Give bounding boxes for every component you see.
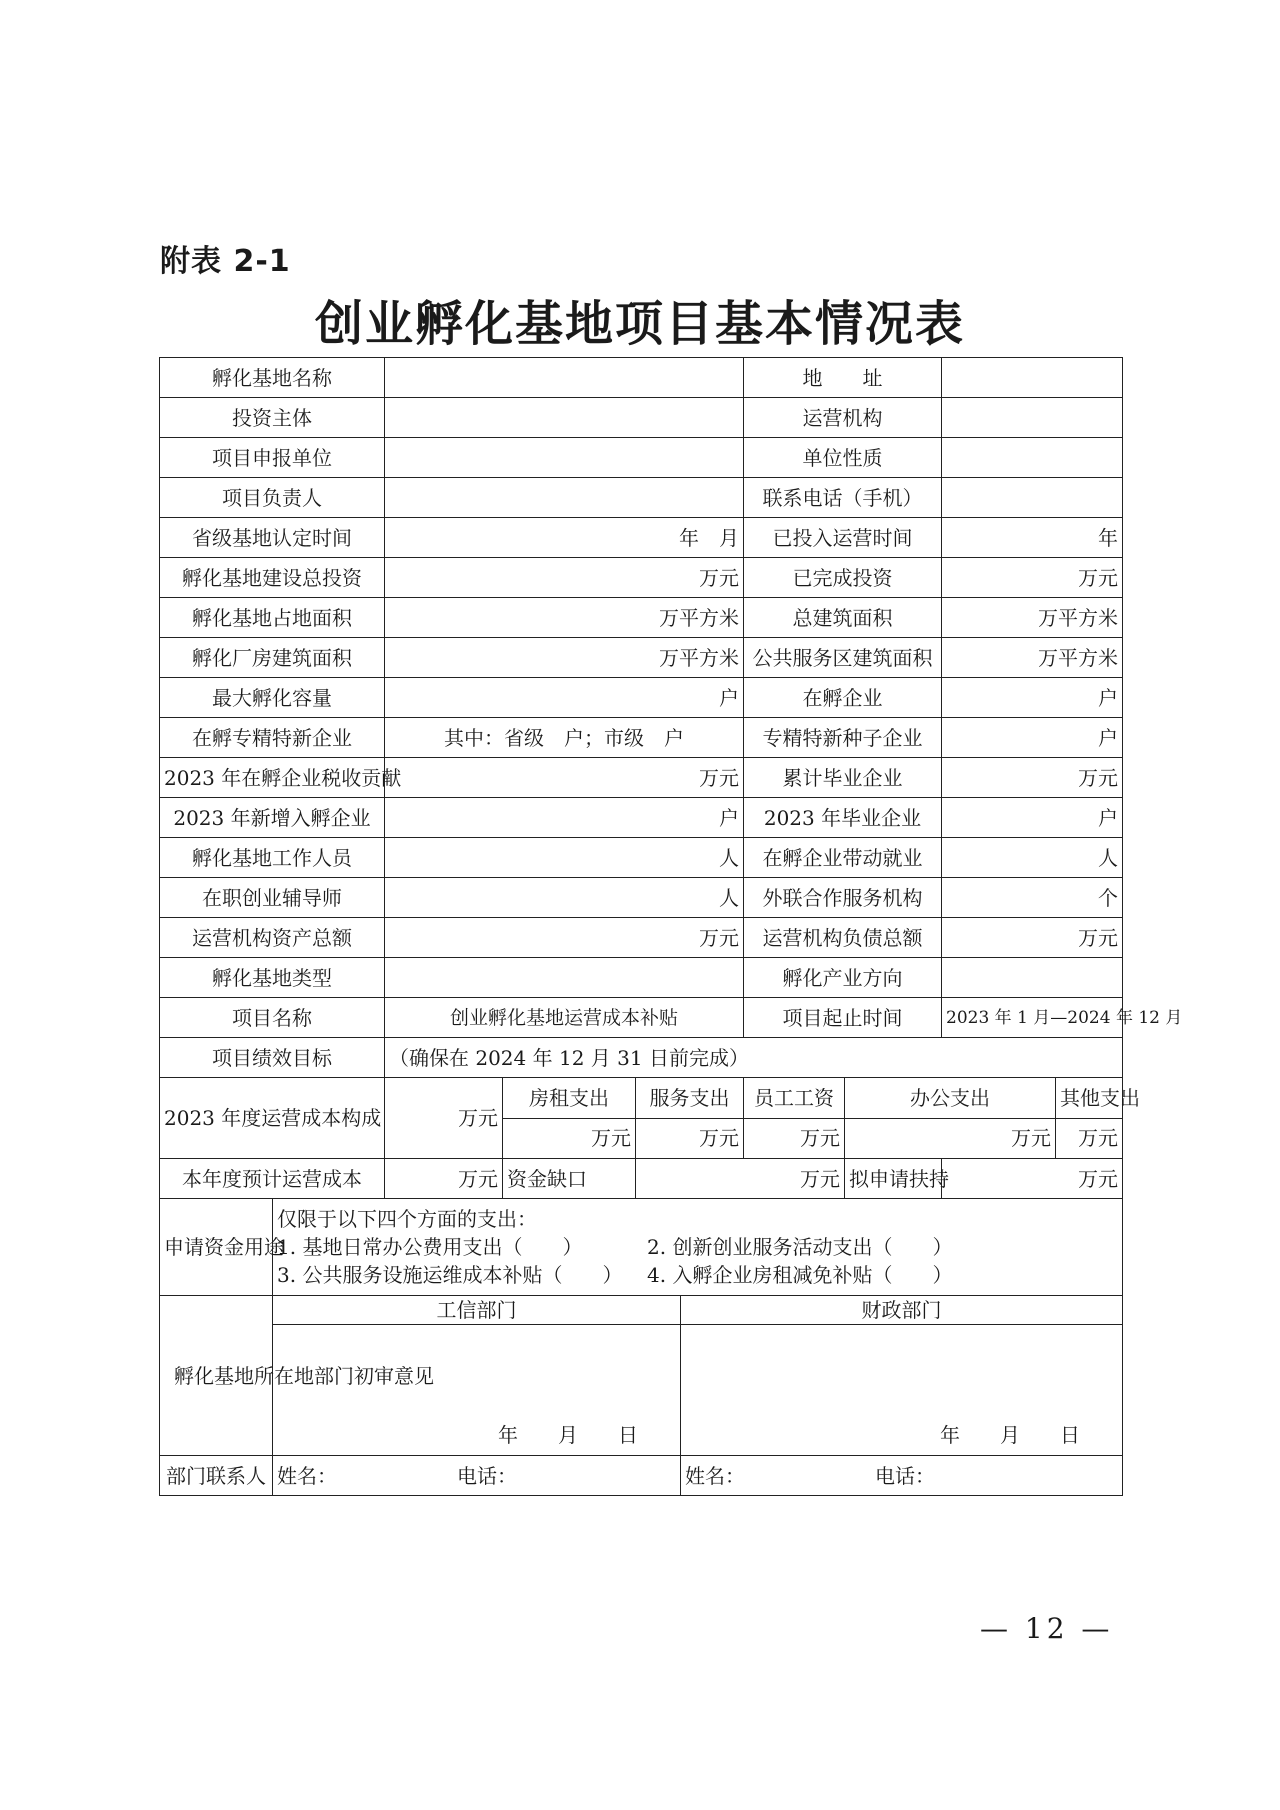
cost-header-service: 服务支出 [636, 1078, 744, 1119]
field-value[interactable]: 万元 [385, 558, 744, 598]
form-row [160, 878, 1123, 918]
review-dept-industry: 工信部门 [273, 1296, 681, 1325]
field-label: 运营机构资产总额 [160, 918, 385, 958]
field-label: 孵化基地工作人员 [160, 838, 385, 878]
field-value[interactable]: 万平方米 [385, 598, 744, 638]
form-row [160, 678, 1123, 718]
field-label: 在孵企业 [744, 678, 942, 718]
cost-label: 2023 年度运营成本构成 [160, 1078, 385, 1159]
review-label: 孵化基地所在地部门初审意见 [160, 1296, 273, 1456]
form-row [160, 398, 1123, 438]
field-value[interactable] [942, 958, 1123, 998]
estimate-label: 本年度预计运营成本 [160, 1159, 385, 1199]
usage-label: 申请资金用途 [160, 1199, 273, 1296]
field-value[interactable]: 其中：省级 户；市级 户 [385, 718, 744, 758]
field-label: 最大孵化容量 [160, 678, 385, 718]
page-number: — 12 — [980, 1612, 1114, 1645]
field-value[interactable] [385, 478, 744, 518]
industry-opinion-box[interactable] [273, 1325, 681, 1456]
field-label: 2023 年毕业企业 [744, 798, 942, 838]
field-value[interactable]: 人 [385, 878, 744, 918]
field-label: 孵化基地名称 [160, 358, 385, 398]
review-header-row [160, 1296, 1123, 1325]
form-row [160, 718, 1123, 758]
field-value[interactable]: 万元 [942, 558, 1123, 598]
cost-header-salary: 员工工资 [744, 1078, 845, 1119]
field-value[interactable] [385, 358, 744, 398]
estimate-row [160, 1159, 1123, 1199]
field-label: 孵化基地占地面积 [160, 598, 385, 638]
form-row [160, 838, 1123, 878]
form-row [160, 478, 1123, 518]
finance-contact-field[interactable]: 姓名： 电话： [681, 1456, 1123, 1496]
field-label: 孵化基地建设总投资 [160, 558, 385, 598]
field-label: 总建筑面积 [744, 598, 942, 638]
field-label: 项目申报单位 [160, 438, 385, 478]
cost-office-field[interactable]: 万元 [845, 1118, 1056, 1159]
field-value[interactable]: 万元 [385, 918, 744, 958]
apply-support-label: 拟申请扶持 [845, 1159, 942, 1199]
form-row [160, 798, 1123, 838]
field-value[interactable]: 万平方米 [942, 598, 1123, 638]
usage-option-4[interactable]: 4. 入孵企业房租减免补贴（ ） [647, 1263, 953, 1287]
field-label: 省级基地认定时间 [160, 518, 385, 558]
field-value[interactable] [942, 478, 1123, 518]
form-row [160, 758, 1123, 798]
field-label: 公共服务区建筑面积 [744, 638, 942, 678]
field-value[interactable]: 万平方米 [385, 638, 744, 678]
field-label: 运营机构 [744, 398, 942, 438]
form-row [160, 638, 1123, 678]
field-value[interactable] [385, 398, 744, 438]
field-label: 地 址 [744, 358, 942, 398]
project-info-form [159, 357, 1183, 1496]
cost-service-field[interactable]: 万元 [636, 1118, 744, 1159]
field-value[interactable]: 2023 年 1 月—2024 年 12 月 [942, 998, 1123, 1038]
contact-label: 部门联系人 [160, 1456, 273, 1496]
form-row [160, 558, 1123, 598]
field-value[interactable] [942, 438, 1123, 478]
field-value[interactable] [942, 358, 1123, 398]
field-label: 累计毕业企业 [744, 758, 942, 798]
field-value[interactable]: 万元 [385, 758, 744, 798]
field-label: 孵化产业方向 [744, 958, 942, 998]
field-value[interactable]: 个 [942, 878, 1123, 918]
field-value[interactable]: 户 [385, 678, 744, 718]
field-label: 2023 年在孵企业税收贡献 [160, 758, 385, 798]
field-value[interactable]: 户 [942, 718, 1123, 758]
usage-option-3[interactable]: 3. 公共服务设施运维成本补贴（ ） [277, 1263, 623, 1287]
cost-header-row [160, 1078, 1123, 1119]
field-value[interactable]: 万元 [942, 918, 1123, 958]
industry-opinion-date: 年 月 日 [498, 1423, 640, 1447]
performance-row [160, 1038, 1123, 1078]
contact-row [160, 1456, 1123, 1496]
field-value[interactable]: 户 [942, 678, 1123, 718]
cost-salary-field[interactable]: 万元 [744, 1118, 845, 1159]
field-value[interactable]: 人 [385, 838, 744, 878]
cost-other-field[interactable]: 万元 [1056, 1118, 1123, 1159]
apply-support-field[interactable]: 万元 [942, 1159, 1123, 1199]
field-label: 联系电话（手机） [744, 478, 942, 518]
field-value[interactable]: 户 [385, 798, 744, 838]
review-dept-finance: 财政部门 [681, 1296, 1123, 1325]
funding-gap-field[interactable]: 万元 [636, 1159, 845, 1199]
form-row [160, 518, 1123, 558]
field-label: 在孵企业带动就业 [744, 838, 942, 878]
field-label: 在孵专精特新企业 [160, 718, 385, 758]
field-label: 已完成投资 [744, 558, 942, 598]
field-label: 项目起止时间 [744, 998, 942, 1038]
field-value[interactable]: 人 [942, 838, 1123, 878]
field-label: 投资主体 [160, 398, 385, 438]
form-row [160, 438, 1123, 478]
field-value[interactable]: 万元 [942, 758, 1123, 798]
field-value[interactable]: 万平方米 [942, 638, 1123, 678]
usage-option-1[interactable]: 1. 基地日常办公费用支出（ ） [277, 1235, 583, 1259]
form-row [160, 598, 1123, 638]
field-label: 2023 年新增入孵企业 [160, 798, 385, 838]
form-row [160, 998, 1123, 1038]
field-label: 运营机构负债总额 [744, 918, 942, 958]
field-value[interactable]: 户 [942, 798, 1123, 838]
form-row [160, 918, 1123, 958]
estimate-cost-field[interactable]: 万元 [385, 1159, 503, 1199]
review-body-row [160, 1325, 1123, 1456]
usage-options [273, 1199, 1123, 1296]
field-label: 在职创业辅导师 [160, 878, 385, 918]
field-label: 项目负责人 [160, 478, 385, 518]
field-label: 外联合作服务机构 [744, 878, 942, 918]
field-value[interactable]: 创业孵化基地运营成本补贴 [385, 998, 744, 1038]
field-label: 单位性质 [744, 438, 942, 478]
field-value[interactable] [942, 398, 1123, 438]
cost-header-office: 办公支出 [845, 1078, 1056, 1119]
usage-intro: 仅限于以下四个方面的支出： [277, 1207, 537, 1231]
document-title: 创业孵化基地项目基本情况表 [314, 296, 965, 352]
cost-total-field[interactable]: 万元 [385, 1078, 503, 1159]
performance-value[interactable]: （确保在 2024 年 12 月 31 日前完成） [385, 1038, 1123, 1078]
usage-row [160, 1199, 1123, 1296]
cost-header-other: 其他支出 [1056, 1078, 1123, 1119]
field-value[interactable] [385, 958, 744, 998]
field-label: 已投入运营时间 [744, 518, 942, 558]
field-label: 孵化基地类型 [160, 958, 385, 998]
form-row [160, 958, 1123, 998]
field-value[interactable] [385, 438, 744, 478]
field-label: 专精特新种子企业 [744, 718, 942, 758]
finance-opinion-box[interactable] [681, 1325, 1123, 1456]
usage-option-2[interactable]: 2. 创新创业服务活动支出（ ） [647, 1235, 953, 1259]
attachment-label: 附表 2-1 [160, 244, 291, 279]
field-value[interactable]: 年 [942, 518, 1123, 558]
form-row [160, 358, 1123, 398]
performance-label: 项目绩效目标 [160, 1038, 385, 1078]
field-value[interactable]: 年 月 [385, 518, 744, 558]
field-label: 项目名称 [160, 998, 385, 1038]
field-label: 孵化厂房建筑面积 [160, 638, 385, 678]
finance-opinion-date: 年 月 日 [940, 1423, 1083, 1447]
industry-contact-field[interactable]: 姓名： 电话： [273, 1456, 681, 1496]
cost-rent-field[interactable]: 万元 [503, 1118, 636, 1159]
cost-header-rent: 房租支出 [503, 1078, 636, 1119]
funding-gap-label: 资金缺口 [503, 1159, 636, 1199]
